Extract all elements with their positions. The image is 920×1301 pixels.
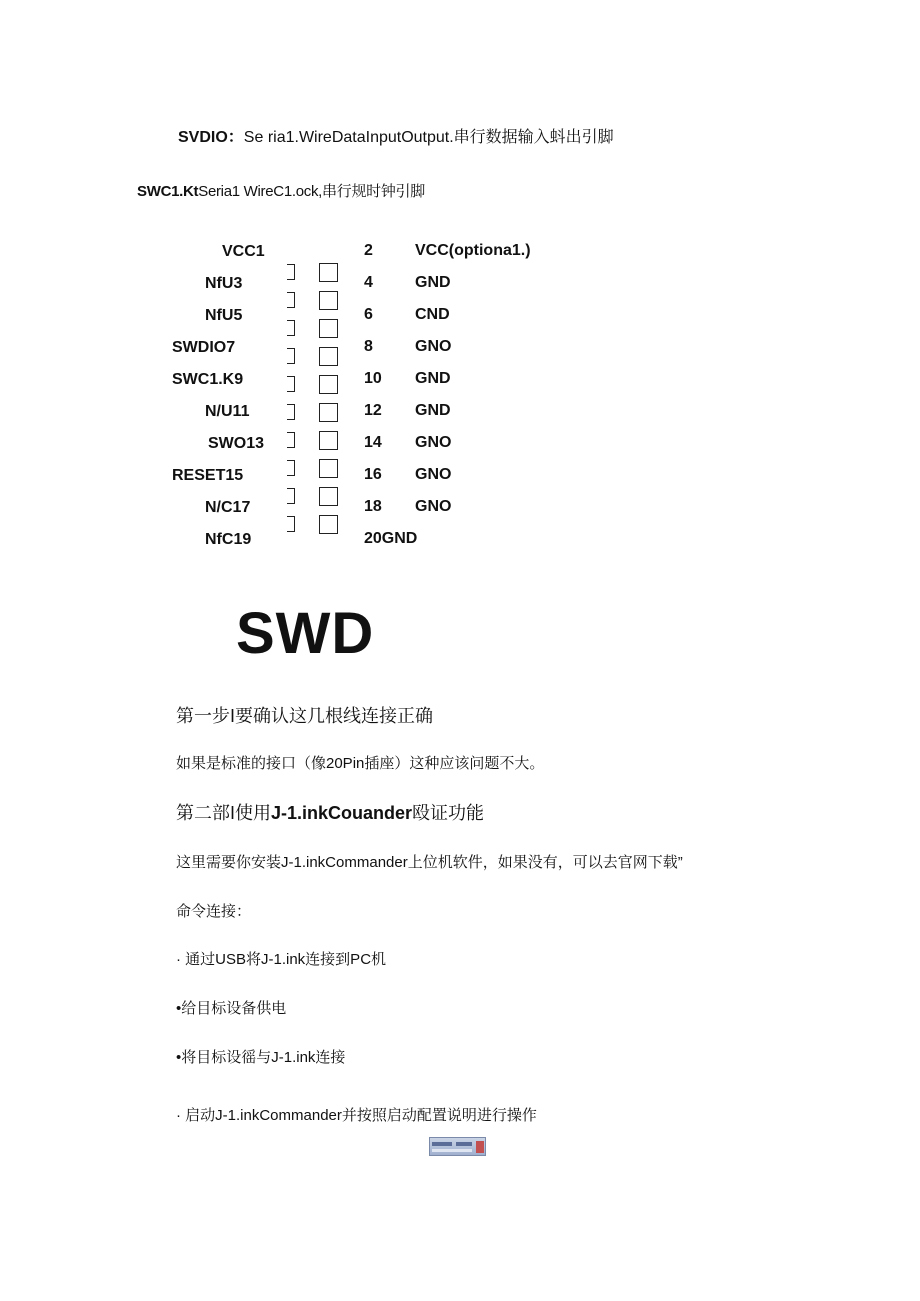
step2-prefix: 第二部I使用 [176,803,272,823]
pin-bracket [287,432,295,448]
pin-number-right: 4 [364,274,373,291]
pin-bracket [287,404,295,420]
swdio-line [178,124,614,147]
step2-tool-name: J-1.inkCouander [271,803,413,823]
pin-number-right: 6 [364,306,373,323]
pin-number-right: 10 [364,370,382,387]
step1-heading: 第一步I要确认这几根线连接正确 [176,706,433,726]
step1-note: 如果是标准的接口（像20Pin插座）这种应该问题不大。 [176,755,545,772]
pin-number-right: 16 [364,466,382,483]
pin-label-left: RESET15 [172,467,244,484]
pin-number-right: 18 [364,498,382,515]
pin-name-right: VCC(optiona1.) [415,242,531,259]
pin-label-left: N/C17 [205,499,251,516]
pin-label-last: 20GND [364,530,418,547]
pin-number-right: 2 [364,242,373,259]
pin-label-left: NfU5 [205,307,243,324]
pin-label-left: NfC19 [205,531,252,548]
pin-name-right: GNO [415,466,452,483]
swdio-label: SVDIO： [178,129,244,146]
step2-suffix: 殴证功能 [412,803,485,823]
pin-number-right: 12 [364,402,382,419]
pin-box [319,319,338,338]
pin-bracket [287,460,295,476]
pin-bracket [287,376,295,392]
bullet-item: · 启动J-1.inkCommander并按照启动配置说明进行操作 [176,1107,537,1124]
pin-name-right: GND [415,370,451,387]
pin-label-left: SWC1.K9 [172,371,244,388]
step2-heading [176,799,484,825]
swclk-label: SWC1.Kt [137,183,199,200]
pin-name-right: GND [415,274,451,291]
pin-label-left: SWO13 [208,435,265,452]
pin-name-right: GNO [415,498,452,515]
swclk-description: Seria1 WireC1.ock,串行规时钟引脚 [198,183,425,200]
pin-name-right: GNO [415,434,452,451]
pin-box [319,291,338,310]
pin-box [319,459,338,478]
pin-bracket [287,264,295,280]
pin-label-left: SWDIO7 [172,339,236,356]
swclk-line [137,180,425,201]
pin-name-right: GND [415,402,451,419]
pin-bracket [287,292,295,308]
pin-bracket [287,488,295,504]
pin-name-right: CND [415,306,450,323]
swdio-description: Se ria1.WireDataInputOutput.串行数据输入蚪出引脚 [243,129,614,146]
pin-box [319,431,338,450]
pin-box [319,515,338,534]
pin-box [319,487,338,506]
install-note: 这里需要你安装J-1.inkCommander上位机软件，如果没有，可以去官网下载” [176,854,683,871]
pin-bracket [287,320,295,336]
pin-box [319,263,338,282]
pin-name-right: GNO [415,338,452,355]
bullet-item: •给目标设备供电 [176,1000,287,1017]
pin-number-right: 14 [364,434,382,451]
pin-label-left: VCC1 [222,243,265,260]
section-title: SWD [236,601,375,666]
bullet-item: •将目标设徭与J-1.ink连接 [176,1049,346,1066]
pin-bracket [287,348,295,364]
pin-label-left: N/U11 [205,403,250,420]
pin-label-left: NfU3 [205,275,243,292]
bullet-item: · 通过USB将J-1.ink连接到PC机 [176,951,387,968]
pin-bracket [287,516,295,532]
command-connect-label: 命令连接： [176,903,252,920]
pin-box [319,403,338,422]
pin-box [319,347,338,366]
pin-box [319,375,338,394]
pin-number-right: 8 [364,338,373,355]
screenshot-thumbnail [429,1137,486,1156]
